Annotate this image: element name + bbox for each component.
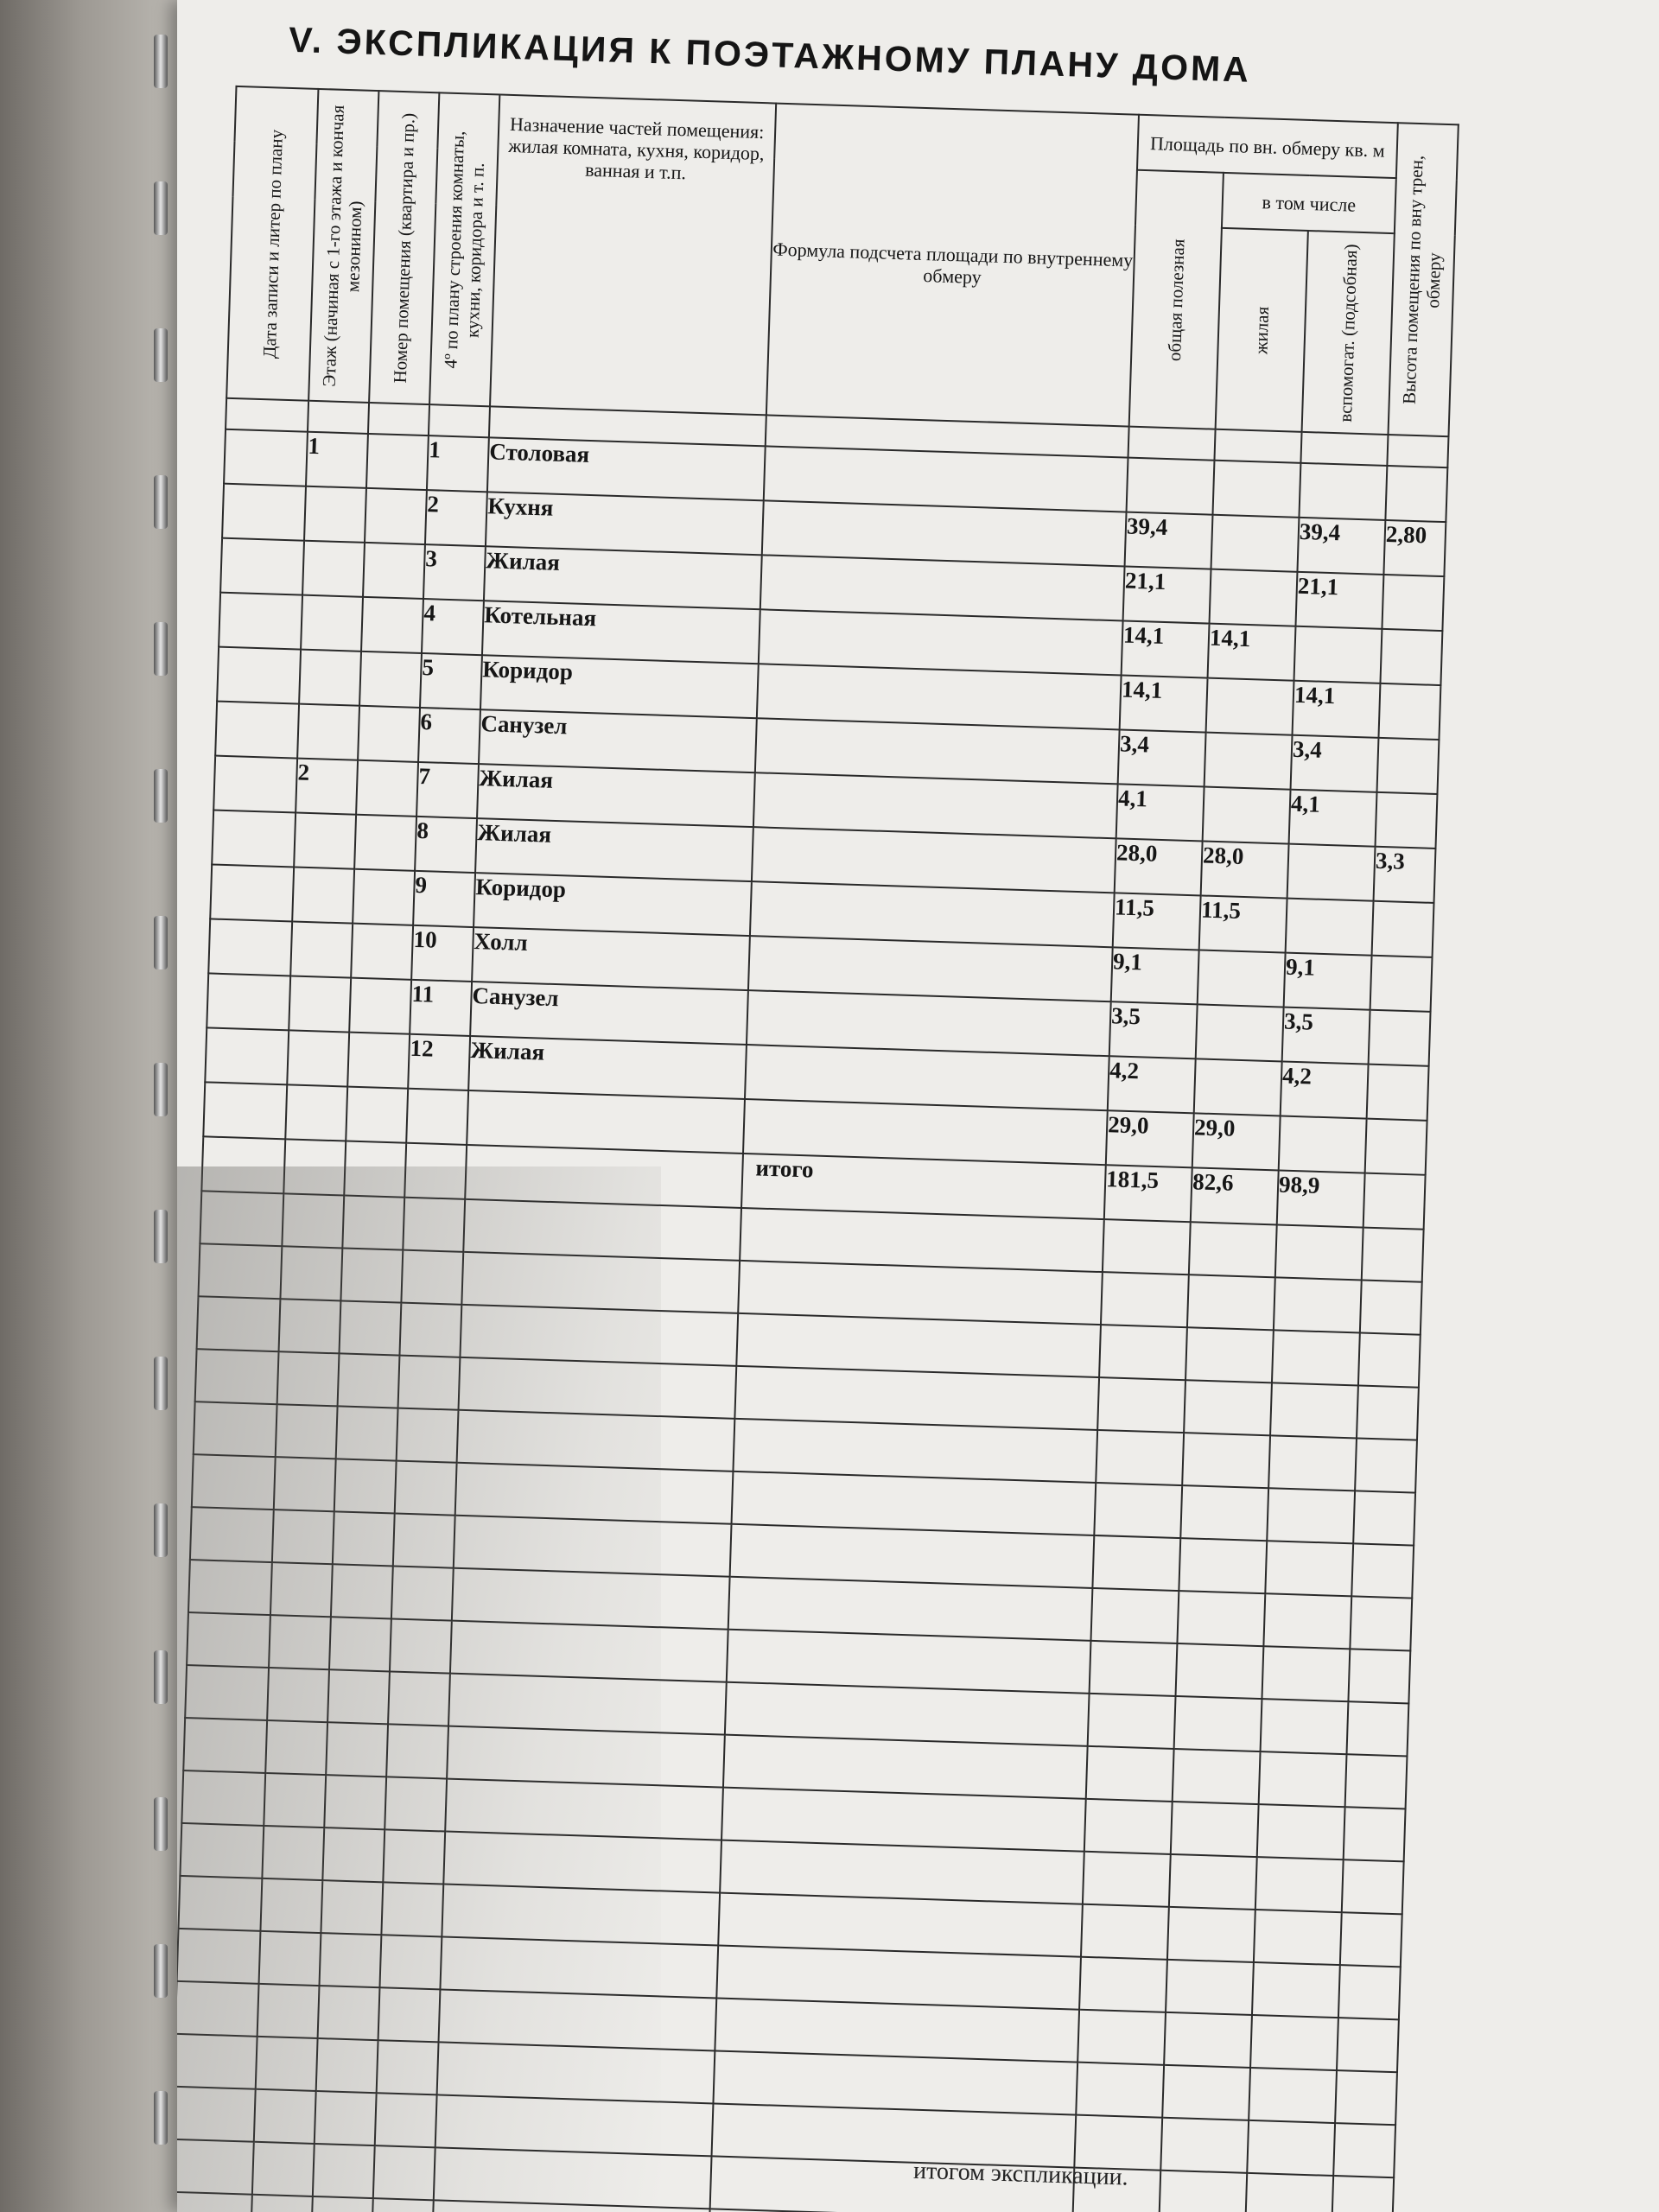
header-floor: Этаж (начиная с 1-го этажа и кончая мезонином) [308, 89, 378, 403]
height-cell [1367, 1065, 1429, 1121]
room-name-cell: Холл [472, 927, 750, 990]
height-cell [1376, 738, 1439, 794]
room-name-cell: Жилая [475, 818, 753, 881]
binder-ring [154, 916, 168, 969]
area-total-cell: 11,5 [1113, 893, 1201, 950]
area-aux-cell: 39,4 [1297, 518, 1385, 575]
room-number-cell: 3 [423, 544, 486, 601]
binder-ring [154, 1503, 168, 1557]
room-name-cell: Жилая [484, 546, 762, 609]
binder-ring [154, 622, 168, 676]
area-aux-cell: 4,1 [1289, 790, 1377, 847]
area-living-cell: 11,5 [1199, 895, 1287, 952]
area-total-cell: 4,2 [1108, 1056, 1196, 1113]
binder-ring [154, 1063, 168, 1116]
area-aux-cell: 21,1 [1295, 572, 1383, 629]
floor-cell [294, 813, 356, 869]
area-total-cell: 28,0 [1115, 838, 1203, 895]
area-total-cell: 14,1 [1120, 675, 1208, 732]
floor-cell [297, 704, 359, 760]
header-area-total: общая полезная [1129, 170, 1224, 429]
height-cell [1372, 901, 1434, 957]
room-number-cell: 1 [427, 435, 489, 492]
floor-cell [285, 1084, 347, 1141]
room-name-cell: Котельная [482, 601, 760, 664]
binder-ring [154, 1357, 168, 1410]
room-name-cell: Санузел [470, 982, 748, 1045]
room-number-cell: 8 [415, 817, 477, 873]
area-total-cell: 39,4 [1125, 512, 1213, 569]
explication-sheet [177, 17, 1559, 2212]
room-number-cell: 2 [425, 490, 487, 546]
height-cell: 2,80 [1383, 520, 1446, 576]
area-aux-cell [1299, 463, 1387, 520]
room-name-cell: Жилая [477, 764, 755, 827]
room-number-cell [406, 1089, 468, 1145]
area-aux-cell: 9,1 [1284, 953, 1372, 1010]
height-cell [1365, 1119, 1427, 1175]
room-number-cell: 4 [422, 599, 484, 655]
binder-ring [154, 181, 168, 235]
room-name-cell: Жилая [468, 1036, 747, 1099]
height-cell [1380, 629, 1442, 685]
floor-cell [289, 976, 351, 1032]
area-aux-cell: 3,4 [1291, 735, 1379, 792]
area-living-cell: 29,0 [1192, 1113, 1281, 1170]
totals-area-total: 181,5 [1104, 1165, 1192, 1222]
room-number-cell: 6 [418, 708, 480, 764]
binder-ring [154, 1797, 168, 1851]
room-number-cell: 7 [416, 762, 479, 818]
height-cell [1376, 792, 1438, 849]
binder-ring [154, 769, 168, 823]
header-formula: Формула подсчета площади по внутреннему обмеру [766, 104, 1139, 427]
height-cell [1382, 575, 1444, 631]
header-living: жилая [1216, 228, 1308, 432]
room-name-cell [467, 1090, 745, 1154]
binder-ring [154, 475, 168, 529]
room-number-cell: 10 [411, 925, 474, 982]
room-name-cell: Санузел [479, 709, 757, 772]
height-cell: 3,3 [1374, 847, 1436, 903]
header-height: Высота помещения по вну трен, обмеру [1389, 123, 1459, 436]
header-premises-number: Номер помещения (квартира и пр.) [369, 91, 439, 404]
area-living-cell [1194, 1058, 1282, 1116]
room-number-cell: 9 [413, 871, 475, 927]
area-living-cell [1205, 733, 1293, 790]
height-cell [1370, 956, 1433, 1012]
area-total-cell: 4,1 [1116, 784, 1205, 841]
header-purpose: Назначение частей помещения: жилая комната, кухня, коридор, ванная и т.п. [490, 95, 776, 416]
floor-cell [290, 921, 353, 977]
floor-cell: 2 [296, 759, 358, 815]
room-name-cell: Коридор [474, 873, 752, 936]
area-aux-cell: 3,5 [1282, 1007, 1370, 1065]
area-living-cell [1196, 1004, 1284, 1061]
area-aux-cell [1286, 899, 1374, 956]
footer-note: итогом экспликации. [912, 2157, 1129, 2191]
area-living-cell [1211, 515, 1300, 572]
room-name-cell: Столовая [487, 437, 766, 500]
binder-ring [154, 1944, 168, 1998]
area-living-cell [1212, 461, 1300, 518]
area-aux-cell [1287, 844, 1376, 901]
area-total-cell [1127, 458, 1215, 515]
room-name-cell: Кухня [486, 492, 764, 555]
page-title: V. ЭКСПЛИКАЦИЯ К ПОЭТАЖНОМУ ПЛАНУ ДОМА [288, 19, 1252, 90]
header-room-number: 4º по плану строения комнаты, кухни, коридора и т. п. [429, 92, 499, 406]
area-total-cell: 3,5 [1109, 1001, 1198, 1058]
area-aux-cell: 4,2 [1281, 1062, 1369, 1119]
explication-table [177, 86, 1459, 2212]
area-living-cell [1203, 787, 1291, 844]
binder-ring [154, 1210, 168, 1263]
floor-cell [292, 867, 354, 923]
floor-cell: 1 [306, 432, 368, 488]
area-aux-cell [1279, 1116, 1367, 1173]
header-including: в том числе [1222, 173, 1396, 233]
floor-cell [301, 595, 363, 652]
binder-ring [154, 328, 168, 382]
area-living-cell [1210, 569, 1298, 626]
area-living-cell [1198, 950, 1286, 1007]
height-cell [1369, 1010, 1431, 1066]
room-number-cell: 5 [420, 653, 482, 709]
floor-cell [302, 541, 365, 597]
binder-ring [154, 2091, 168, 2145]
floor-cell [299, 650, 361, 706]
area-aux-cell [1294, 626, 1382, 683]
header-date: Дата записи и литер по плану [226, 86, 318, 401]
area-total-cell: 29,0 [1106, 1110, 1194, 1167]
binder-ring [154, 1650, 168, 1704]
header-auxiliary: вспомогат. (подсобная) [1302, 231, 1395, 435]
area-aux-cell: 14,1 [1293, 681, 1381, 738]
height-cell [1378, 683, 1440, 740]
binder-ring [154, 35, 168, 88]
header-area-group: Площадь по вн. обмеру кв. м [1137, 115, 1398, 178]
document-page [177, 0, 1659, 2212]
room-number-cell: 11 [410, 980, 472, 1036]
area-total-cell: 9,1 [1111, 947, 1199, 1004]
floor-cell [287, 1030, 349, 1086]
room-number-cell: 12 [408, 1034, 470, 1090]
totals-label: итого [741, 1154, 1106, 1219]
totals-area-aux: 98,9 [1277, 1170, 1365, 1227]
totals-area-living: 82,6 [1191, 1167, 1279, 1224]
floor-cell [304, 486, 366, 543]
area-living-cell [1206, 678, 1294, 735]
area-living-cell: 14,1 [1208, 624, 1296, 681]
height-cell [1385, 466, 1447, 522]
area-total-cell: 14,1 [1122, 620, 1210, 677]
area-total-cell: 21,1 [1123, 567, 1211, 624]
room-name-cell: Коридор [480, 655, 759, 718]
area-living-cell: 28,0 [1201, 841, 1289, 898]
area-total-cell: 3,4 [1118, 729, 1206, 786]
